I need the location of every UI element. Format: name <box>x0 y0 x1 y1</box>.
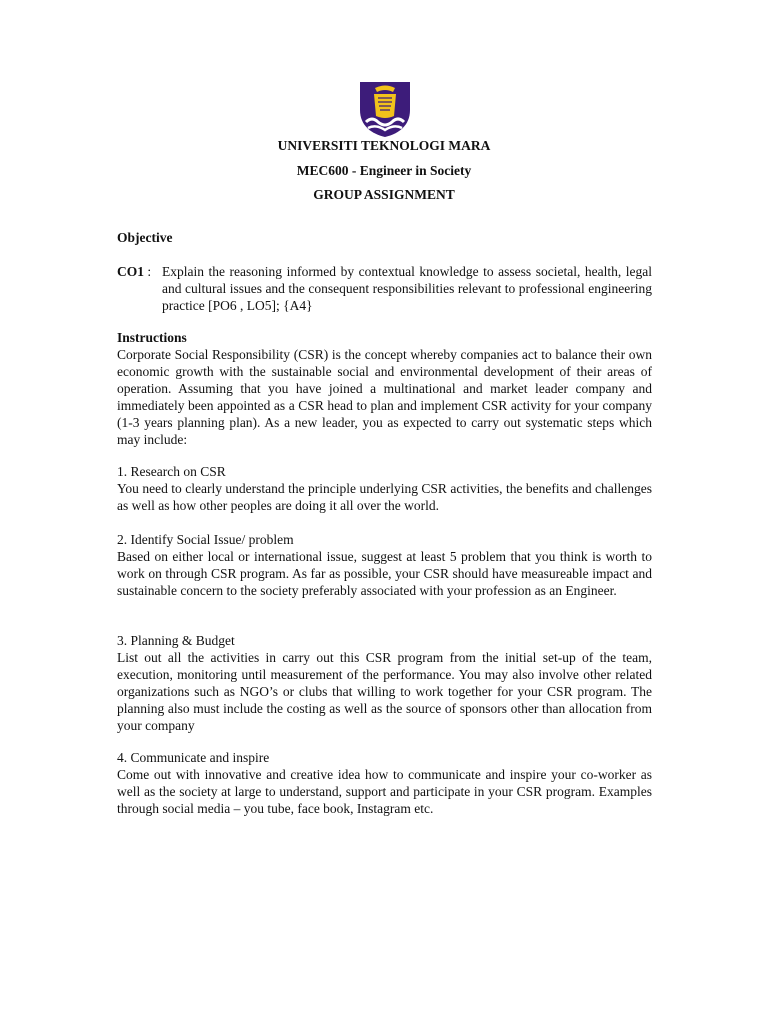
university-crest-logo <box>358 80 412 138</box>
university-name: UNIVERSITI TEKNOLOGI MARA <box>277 138 491 153</box>
step-3-title: 3. Planning & Budget <box>117 633 235 648</box>
step-1-title: 1. Research on CSR <box>117 464 226 479</box>
co-label: CO1 <box>117 264 144 279</box>
instructions-intro: Corporate Social Responsibility (CSR) is the concept whereby companies act to balance their own economic growth with the sustainable social and environmental development of their areas of operation. Assuming that you have joined a multinational and market leader company and immediately been appointed as a CSR head to plan and implement CSR activity for your company (1-3 years planning plan). As a new leader, you as expected to carry out systematic steps which may include: <box>117 347 652 447</box>
step-4-body: Come out with innovative and creative idea how to communicate and inspire your co-worker as well as the society at large to understand, support and participate in your CSR program. Examples through social media – you tube, face book, Instagram etc. <box>117 767 652 816</box>
step-1-body: You need to clearly understand the principle underlying CSR activities, the benefits and challenges as well as how other peoples are doing it all over the world. <box>117 481 652 513</box>
step-2-body: Based on either local or international issue, suggest at least 5 problem that you think is worth to work on through CSR program. As far as possible, your CSR should have measureable impact and sustainable concern to the society preferably associated with your profession as an Engineer. <box>117 549 652 598</box>
objective-heading: Objective <box>117 230 173 245</box>
assignment-title: GROUP ASSIGNMENT <box>313 187 455 202</box>
instructions-heading: Instructions <box>117 330 187 345</box>
co-description: Explain the reasoning informed by contextual knowledge to assess societal, health, legal and cultural issues and the consequent responsibilities relevant to professional engineering practice [PO6 , LO5]; {A4} <box>162 264 652 313</box>
course-title: MEC600 - Engineer in Society <box>296 163 472 178</box>
step-4-title: 4. Communicate and inspire <box>117 750 270 765</box>
co-separator: : <box>147 264 152 279</box>
step-2-title: 2. Identify Social Issue/ problem <box>117 532 294 547</box>
co-label-row <box>117 263 151 280</box>
step-3-body: List out all the activities in carry out this CSR program from the initial set-up of the team, execution, monitoring until measurement of the performance. You may also involve other related organizations such as NGO’s or clubs that willing to work together for your CSR program. The planning also must include the costing as well as the source of sponsors other than allocation from your company <box>117 650 652 733</box>
